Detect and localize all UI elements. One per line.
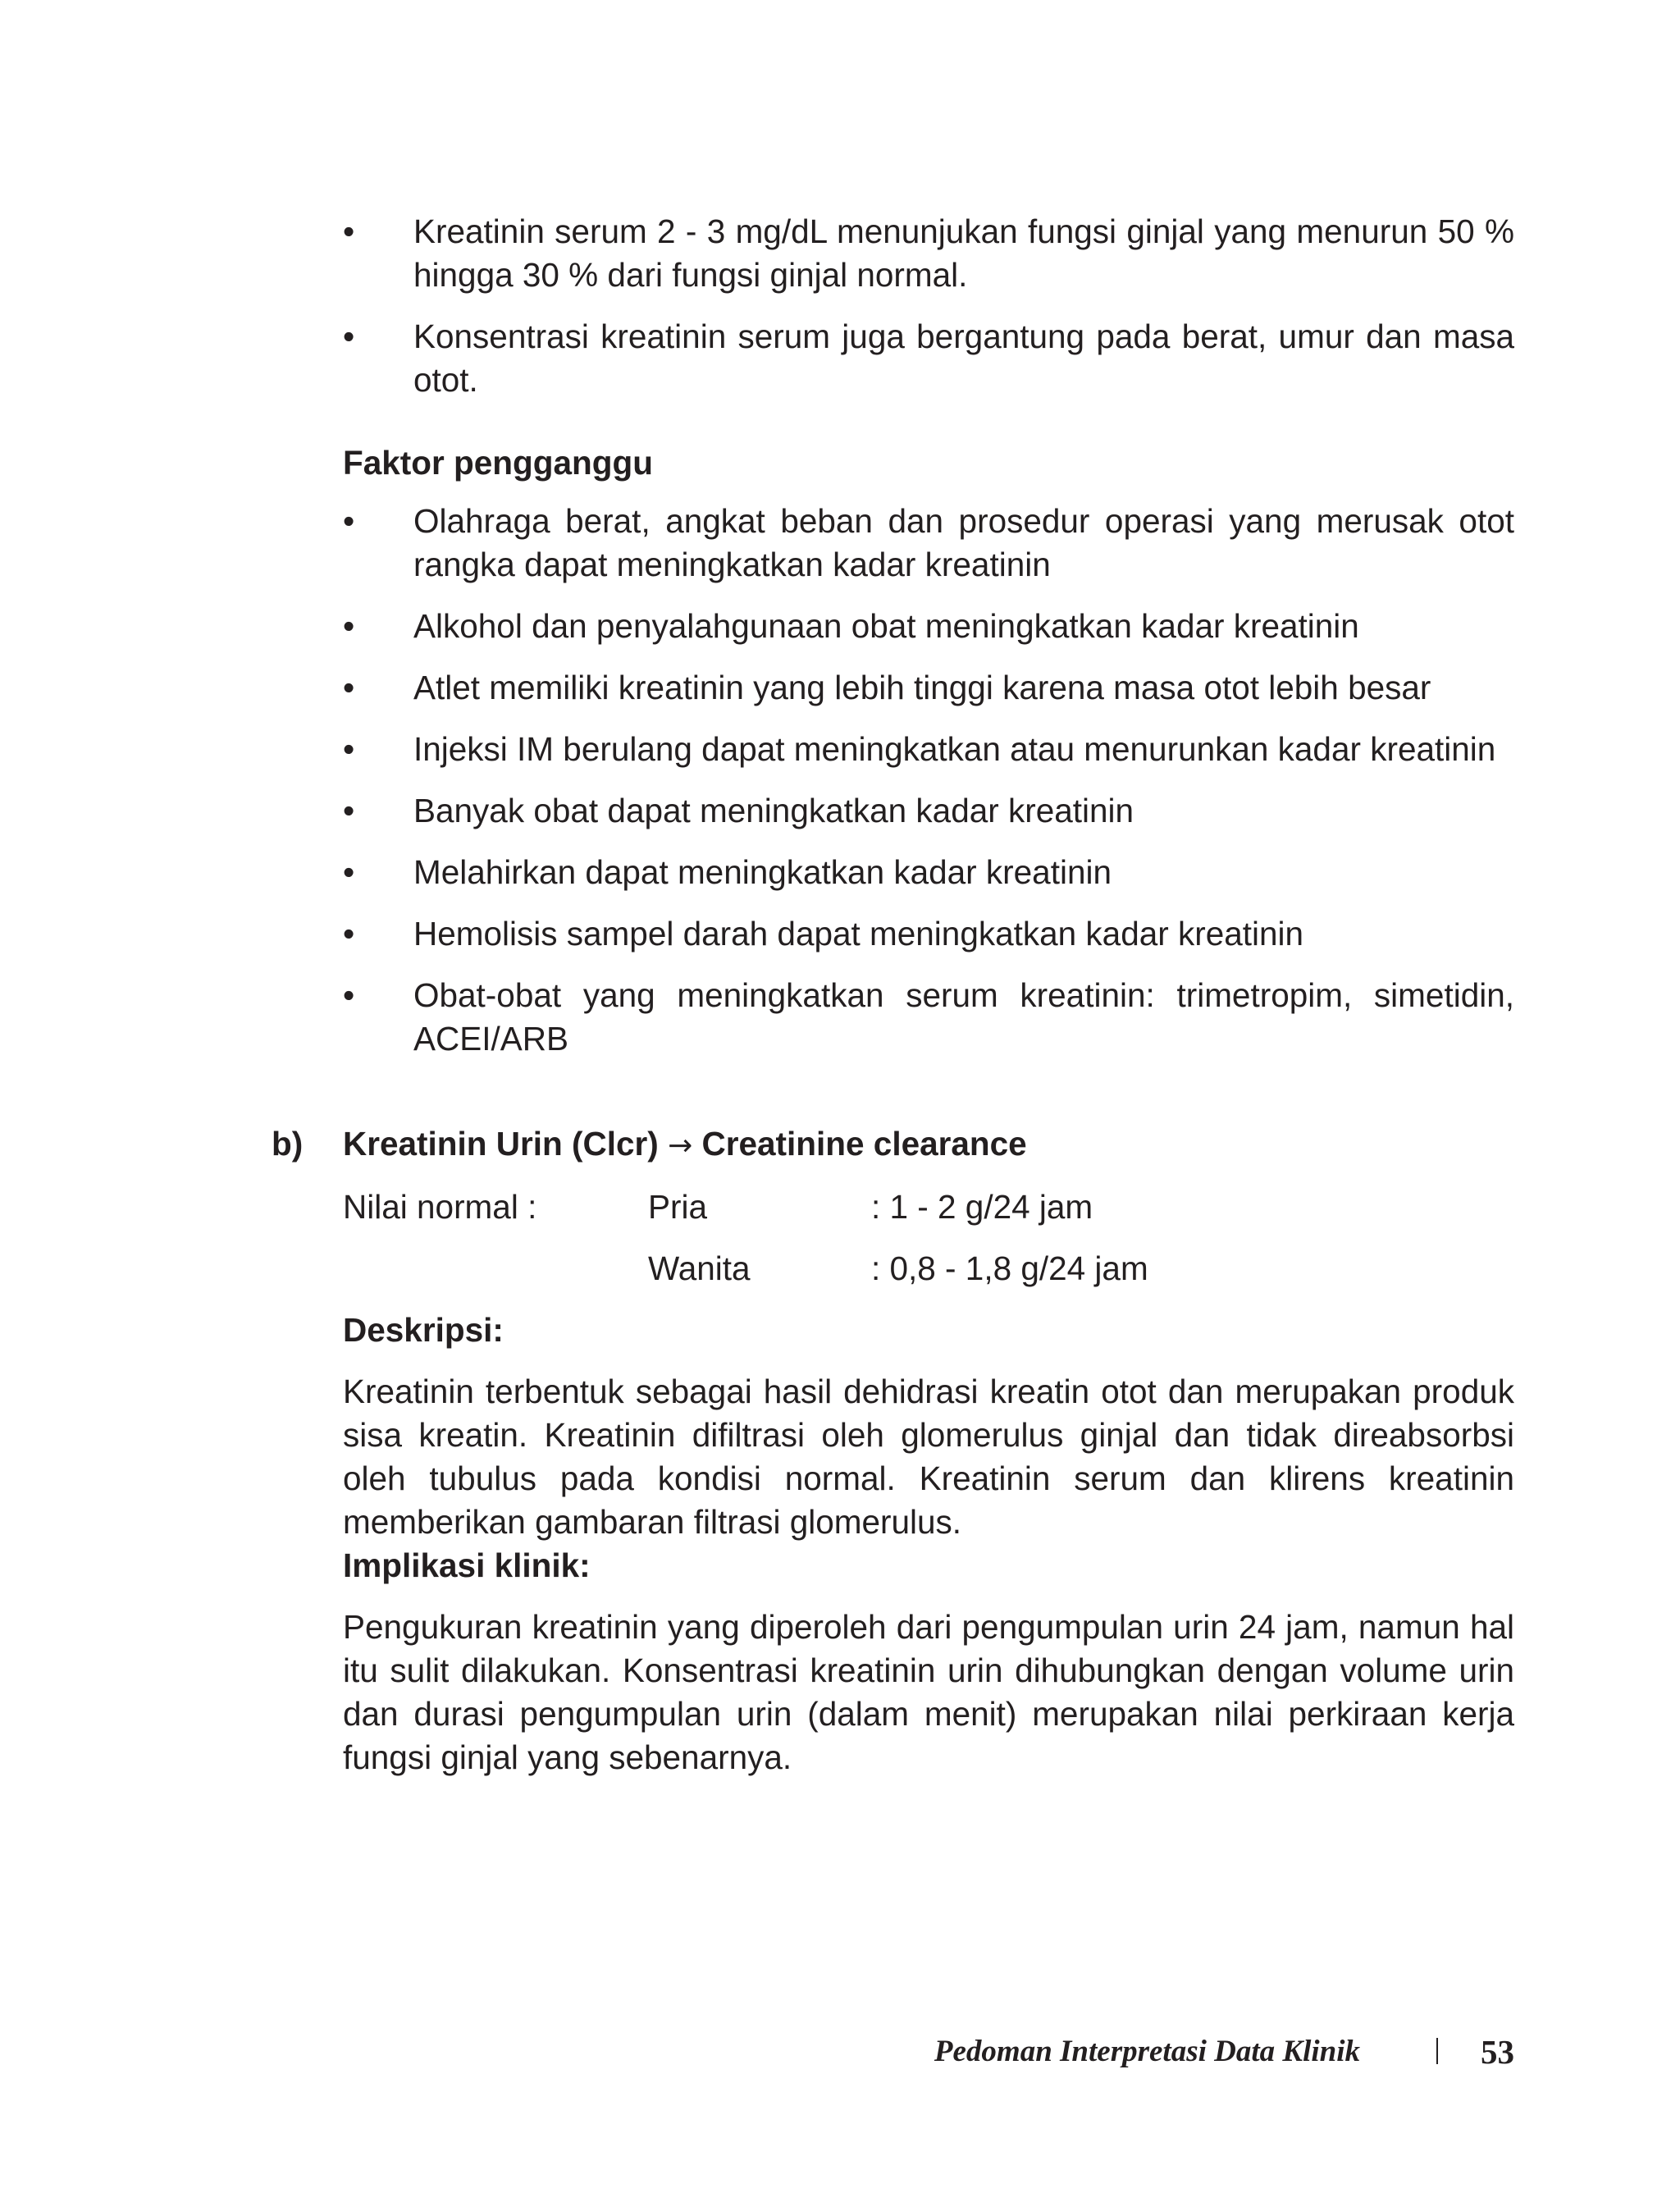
bullet-icon: • <box>343 607 355 645</box>
list-item-text: Alkohol dan penyalahgunaan obat meningkatkan kadar kreatinin <box>413 607 1359 645</box>
list-item-text: Banyak obat dapat meningkatkan kadar kreatinin <box>413 792 1134 829</box>
footer-divider <box>1436 2038 1438 2064</box>
section-title-right: Creatinine clearance <box>701 1125 1027 1163</box>
bullet-icon: • <box>343 502 355 540</box>
list-item-text: Olahraga berat, angkat beban dan prosedur operasi yang merusak otot rangka dapat meningkatkan kadar kreatinin <box>413 502 1514 583</box>
list-item <box>343 789 1514 833</box>
list-item <box>343 974 1514 1061</box>
bullet-icon: • <box>343 853 355 891</box>
section-title <box>343 1122 1514 1167</box>
implikasi-paragraph: Pengukuran kreatinin yang diperoleh dari pengumpulan urin 24 jam, namun hal itu sulit dilakukan. Konsentrasi kreatinin urin dihubungkan dengan volume urin dan durasi pengumpulan urin (dalam menit) merupakan nilai perkiraan kerja fungsi ginjal yang sebenarnya. <box>343 1608 1514 1776</box>
list-item <box>343 666 1514 710</box>
list-item-text: Hemolisis sampel darah dapat meningkatkan kadar kreatinin <box>413 915 1304 952</box>
list-item-text: Injeksi IM berulang dapat meningkatkan atau menurunkan kadar kreatinin <box>413 730 1496 768</box>
section-marker: b) <box>272 1125 304 1163</box>
normal-label: Nilai normal : <box>343 1188 537 1226</box>
list-item-text: Melahirkan dapat meningkatkan kadar kreatinin <box>413 853 1112 891</box>
arrow-right-icon: → <box>668 1129 693 1163</box>
bullet-icon: • <box>343 915 355 952</box>
bullet-icon: • <box>343 212 355 250</box>
normal-value-row <box>343 1185 1514 1229</box>
gender-label: Pria <box>648 1188 708 1226</box>
bullet-icon: • <box>343 669 355 706</box>
deskripsi-heading: Deskripsi: <box>343 1311 504 1349</box>
normal-value-row <box>343 1247 1514 1291</box>
faktor-bullet-list <box>343 500 1514 1061</box>
list-item <box>343 851 1514 894</box>
bullet-icon: • <box>343 976 355 1014</box>
list-item <box>343 605 1514 648</box>
gender-label: Wanita <box>648 1249 751 1287</box>
bullet-icon: • <box>343 792 355 829</box>
page-footer <box>0 2031 1514 2081</box>
list-item-text: Konsentrasi kreatinin serum juga bergantung pada berat, umur dan masa otot. <box>413 317 1514 399</box>
normal-value: : 0,8 - 1,8 g/24 jam <box>871 1249 1148 1287</box>
list-item-text: Atlet memiliki kreatinin yang lebih tinggi karena masa otot lebih besar <box>413 669 1431 706</box>
list-item-text: Obat-obat yang meningkatkan serum kreatinin: trimetropim, simetidin, ACEI/ARB <box>413 976 1514 1058</box>
normal-label-empty <box>343 1247 648 1291</box>
deskripsi-paragraph: Kreatinin terbentuk sebagai hasil dehidrasi kreatin otot dan merupakan produk sisa kreatin. Kreatinin difiltrasi oleh glomerulus ginjal dan tidak direabsorbsi oleh tubulus pada kondisi normal. Kreatinin serum dan klirens kreatinin memberikan gambaran filtrasi glomerulus. <box>343 1373 1514 1541</box>
list-item <box>343 210 1514 297</box>
bullet-icon: • <box>343 317 355 355</box>
list-item-text: Kreatinin serum 2 - 3 mg/dL menunjukan fungsi ginjal yang menurun 50 % hingga 30 % dari fungsi ginjal normal. <box>413 212 1514 294</box>
normal-value: : 1 - 2 g/24 jam <box>871 1188 1093 1226</box>
list-item <box>343 315 1514 402</box>
page-number: 53 <box>1481 2033 1514 2071</box>
section-title-left: Kreatinin Urin (Clcr) <box>343 1125 659 1163</box>
list-item <box>343 728 1514 771</box>
faktor-heading: Faktor pengganggu <box>343 444 653 482</box>
bullet-icon: • <box>343 730 355 768</box>
list-item <box>343 500 1514 587</box>
section-b <box>272 1122 1514 1779</box>
implikasi-heading: Implikasi klinik: <box>343 1546 591 1584</box>
page-content <box>272 210 1514 1779</box>
list-item <box>343 912 1514 956</box>
footer-book-title: Pedoman Interpretasi Data Klinik <box>934 2035 1360 2068</box>
top-bullet-list <box>343 210 1514 402</box>
